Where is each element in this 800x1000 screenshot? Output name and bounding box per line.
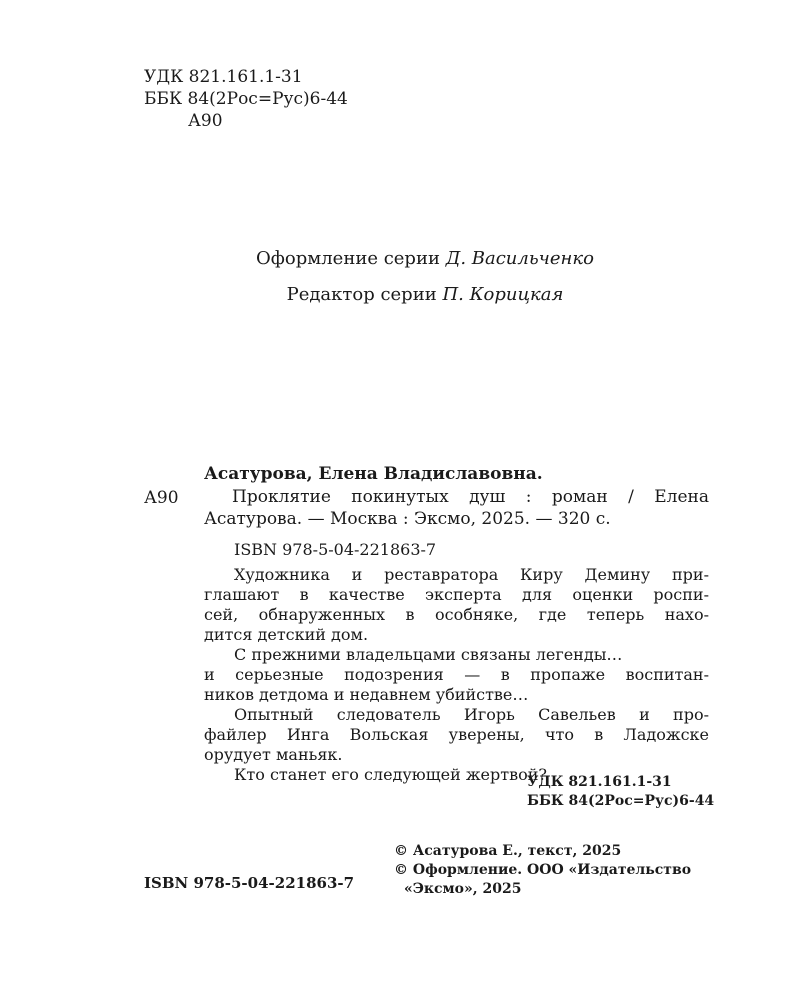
bibliographic-line-1: Проклятие покинутых душ : роман / Елена: [232, 487, 709, 507]
annotation-line: ников детдома и недавнем убийстве…: [204, 685, 529, 704]
annotation-line: орудует маньяк.: [204, 745, 343, 764]
series-editor-label: Редактор серии: [286, 284, 437, 305]
bbk-code-bottom: ББК 84(2Рос=Рус)6-44: [527, 793, 715, 809]
bottom-classification-block: [527, 773, 714, 811]
annotation: [204, 565, 709, 785]
annotation-line: Художника и реставратора Киру Демину при-: [234, 565, 709, 584]
copyright-line: «Эксмо», 2025: [404, 881, 522, 897]
isbn-bottom: ISBN 978-5-04-221863-7: [144, 874, 355, 892]
copyright-line: © Асатурова Е., текст, 2025: [394, 843, 622, 859]
series-design-credit: [0, 247, 800, 283]
author-mark: А90: [188, 111, 223, 131]
copyright-block: [394, 842, 691, 899]
series-editor-name: П. Корицкая: [442, 284, 564, 305]
bibliographic-author-mark: А90: [144, 488, 179, 508]
series-design-label: Оформление серии: [256, 248, 440, 269]
annotation-line: глашают в качестве эксперта для оценки роспи-: [204, 585, 709, 604]
annotation-line: и серьезные подозрения — в пропаже воспитан-: [204, 665, 709, 684]
bibliographic-description: [204, 486, 709, 530]
bibliographic-isbn: ISBN 978-5-04-221863-7: [234, 540, 437, 559]
series-credits: [0, 247, 800, 319]
udk-code: УДК 821.161.1-31: [144, 67, 303, 87]
annotation-line: Опытный следователь Игорь Савельев и про-: [234, 705, 709, 724]
bibliographic-author: Асатурова, Елена Владиславовна.: [204, 464, 543, 484]
series-editor-credit: [0, 283, 800, 319]
top-classification-block: [144, 66, 348, 132]
copyright-line: © Оформление. ООО «Издательство: [394, 862, 692, 878]
annotation-line: С прежними владельцами связаны легенды…: [234, 645, 623, 664]
udk-code-bottom: УДК 821.161.1-31: [527, 774, 672, 790]
bibliographic-line-2: Асатурова. — Москва : Эксмо, 2025. — 320 с.: [204, 509, 611, 529]
annotation-line: Кто станет его следующей жертвой?: [234, 765, 547, 784]
series-design-name: Д. Васильченко: [445, 248, 594, 269]
bbk-code: ББК 84(2Рос=Рус)6-44: [144, 89, 348, 109]
annotation-line: сей, обнаруженных в особняке, где теперь нахо-: [204, 605, 709, 624]
annotation-line: дится детский дом.: [204, 625, 369, 644]
annotation-line: файлер Инга Вольская уверены, что в Ладожске: [204, 725, 709, 744]
